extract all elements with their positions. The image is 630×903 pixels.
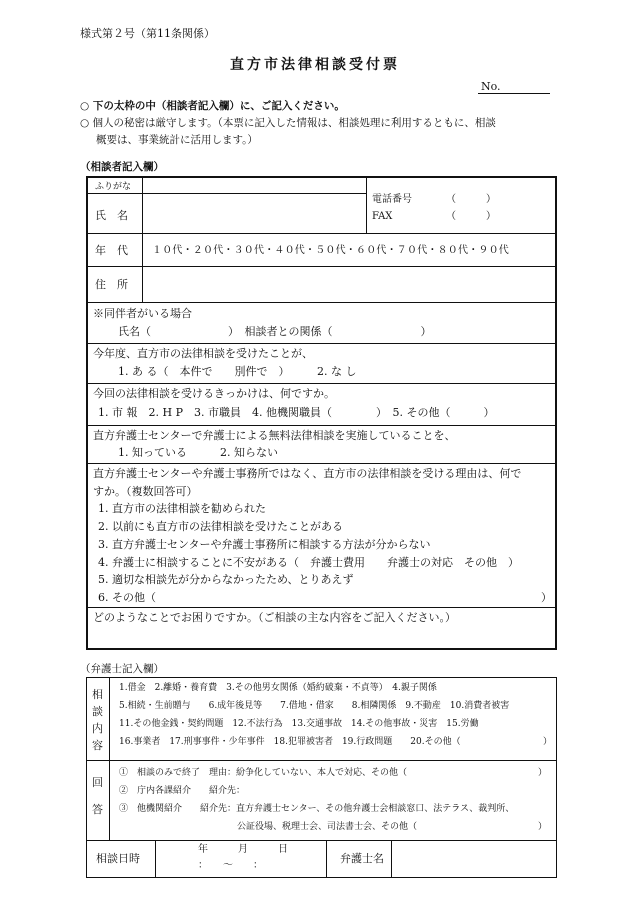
q1-text: 今年度、直方市の法律相談を受けたことが、	[93, 347, 313, 360]
lawyer-section-label: （弁護士記入欄）	[80, 663, 164, 675]
q1-answers[interactable]: 1. あ る（ 本件で 別件で ） 2. な し	[118, 365, 357, 378]
q4-option[interactable]: 5. 適切な相談先が分からなかったため、とりあえず	[98, 573, 354, 586]
instruction-2a: ○ 個人の秘密は厳守します。（本票に記入した情報は、相談処理に利用するともに、相談	[80, 117, 496, 129]
no-label: No.	[481, 80, 501, 93]
lawyer-name-input[interactable]	[393, 842, 555, 876]
content-label-char: 内	[92, 722, 103, 735]
q4-text-b: すか。（複数回答可）	[93, 485, 198, 498]
address-label: 住 所	[95, 278, 128, 291]
address-input[interactable]	[144, 268, 554, 300]
answer-row[interactable]: ② 庁内各課紹介 紹介先：	[119, 786, 246, 796]
lawyer-name-label: 弁護士名	[340, 852, 384, 865]
q5-input[interactable]	[90, 628, 552, 646]
content-row[interactable]: 16.事業者 17.刑事事件・少年事件 18.犯罪被害者 19.行政問題 20.その他（	[119, 737, 461, 747]
name-input[interactable]	[144, 195, 364, 231]
no-underline	[478, 93, 550, 94]
q5-text: どのようなことでお困りですか。（ご相談の主な内容をご記入ください。）	[93, 611, 456, 624]
q2-text: 今回の法律相談を受けるきっかけは、何ですか。	[93, 387, 335, 400]
answer-row[interactable]: ① 相談のみで終了 理由：紛争化していない、本人で対応、その他（	[119, 768, 408, 778]
furigana-input[interactable]	[144, 178, 364, 192]
q3-text: 直方弁護士センターで弁護士による無料法律相談を実施していることを、	[93, 429, 456, 442]
content-label-char: 談	[92, 705, 103, 718]
q2-answers[interactable]: 1. 市 報 2. H P 3. 市職員 4. 他機関職員（ ） 5. その他（ ）	[98, 406, 495, 419]
fax-field[interactable]: （ ）	[446, 211, 496, 222]
name-label: 氏 名	[95, 209, 128, 222]
answer-label-char: 答	[92, 803, 103, 816]
companion-title: ※同伴者がいる場合	[93, 307, 192, 320]
q3-answers[interactable]: 1. 知っている 2. 知らない	[118, 446, 278, 459]
form-number: 様式第２号（第11条関係）	[80, 27, 215, 40]
content-row[interactable]: 11.その他金銭・契約問題 12.不法行為 13.交通事故 14.その他事故・災害 15.労働	[119, 719, 479, 729]
q4-option[interactable]: 3. 直方弁護士センターや弁護士事務所に相談する方法が分からない	[98, 538, 431, 551]
content-other-close: ）	[543, 737, 553, 747]
consultant-section-label: （相談者記入欄）	[80, 161, 164, 173]
instruction-2b: 概要は、事業統計に活用します。）	[96, 134, 258, 146]
content-row[interactable]: 1.借金 2.離婚・養育費 3.その他男女関係（婚約破棄・不貞等） 4.親子関係	[119, 683, 437, 693]
q4-other-close: ）	[541, 591, 552, 604]
content-label-char: 相	[92, 688, 103, 701]
answer-close: ）	[538, 768, 548, 778]
answer-row[interactable]: 公証役場、税理士会、司法書士会、その他（	[237, 822, 418, 832]
q4-option[interactable]: 1. 直方市の法律相談を勧められた	[98, 502, 266, 515]
content-label-char: 容	[92, 739, 103, 752]
content-row[interactable]: 5.相続・生前贈与 6.成年後見等 7.借地・借家 8.相隣関係 9.不動産 10.消費者被害	[119, 701, 510, 711]
phone-field[interactable]: （ ）	[446, 194, 496, 205]
fax-label: FAX	[372, 211, 393, 222]
answer-label-char: 回	[92, 776, 103, 789]
q4-option[interactable]: 6. その他（	[98, 591, 156, 604]
age-label: 年 代	[95, 244, 128, 257]
furigana-label: ふりがな	[95, 182, 132, 192]
date-ymd[interactable]: 年 月 日	[198, 844, 288, 855]
q4-text-a: 直方弁護士センターや弁護士事務所ではなく、直方市の法律相談を受ける理由は、何で	[93, 467, 522, 480]
q4-option[interactable]: 4. 弁護士に相談することに不安がある（ 弁護士費用 弁護士の対応 その他 ）	[98, 556, 519, 569]
answer-close: ）	[538, 822, 548, 832]
page-title: 直方市法律相談受付票	[230, 57, 400, 73]
answer-row[interactable]: ③ 他機関紹介 紹介先：直方弁護士センター、その他弁護士会相談窓口、法テラス、裁判所、	[119, 804, 515, 814]
age-options[interactable]: １０代・２０代・３０代・４０代・５０代・６０代・７０代・８０代・９０代	[152, 245, 509, 256]
q4-option[interactable]: 2. 以前にも直方市の法律相談を受けたことがある	[98, 520, 343, 533]
instruction-1: ○ 下の太枠の中（相談者記入欄）に、ご記入ください。	[80, 100, 345, 112]
phone-label: 電話番号	[372, 194, 412, 205]
date-time[interactable]: ： ～ ：	[198, 860, 263, 871]
date-label: 相談日時	[96, 852, 140, 865]
companion-line[interactable]: 氏名（ ） 相談者との関係（ ）	[118, 325, 432, 338]
